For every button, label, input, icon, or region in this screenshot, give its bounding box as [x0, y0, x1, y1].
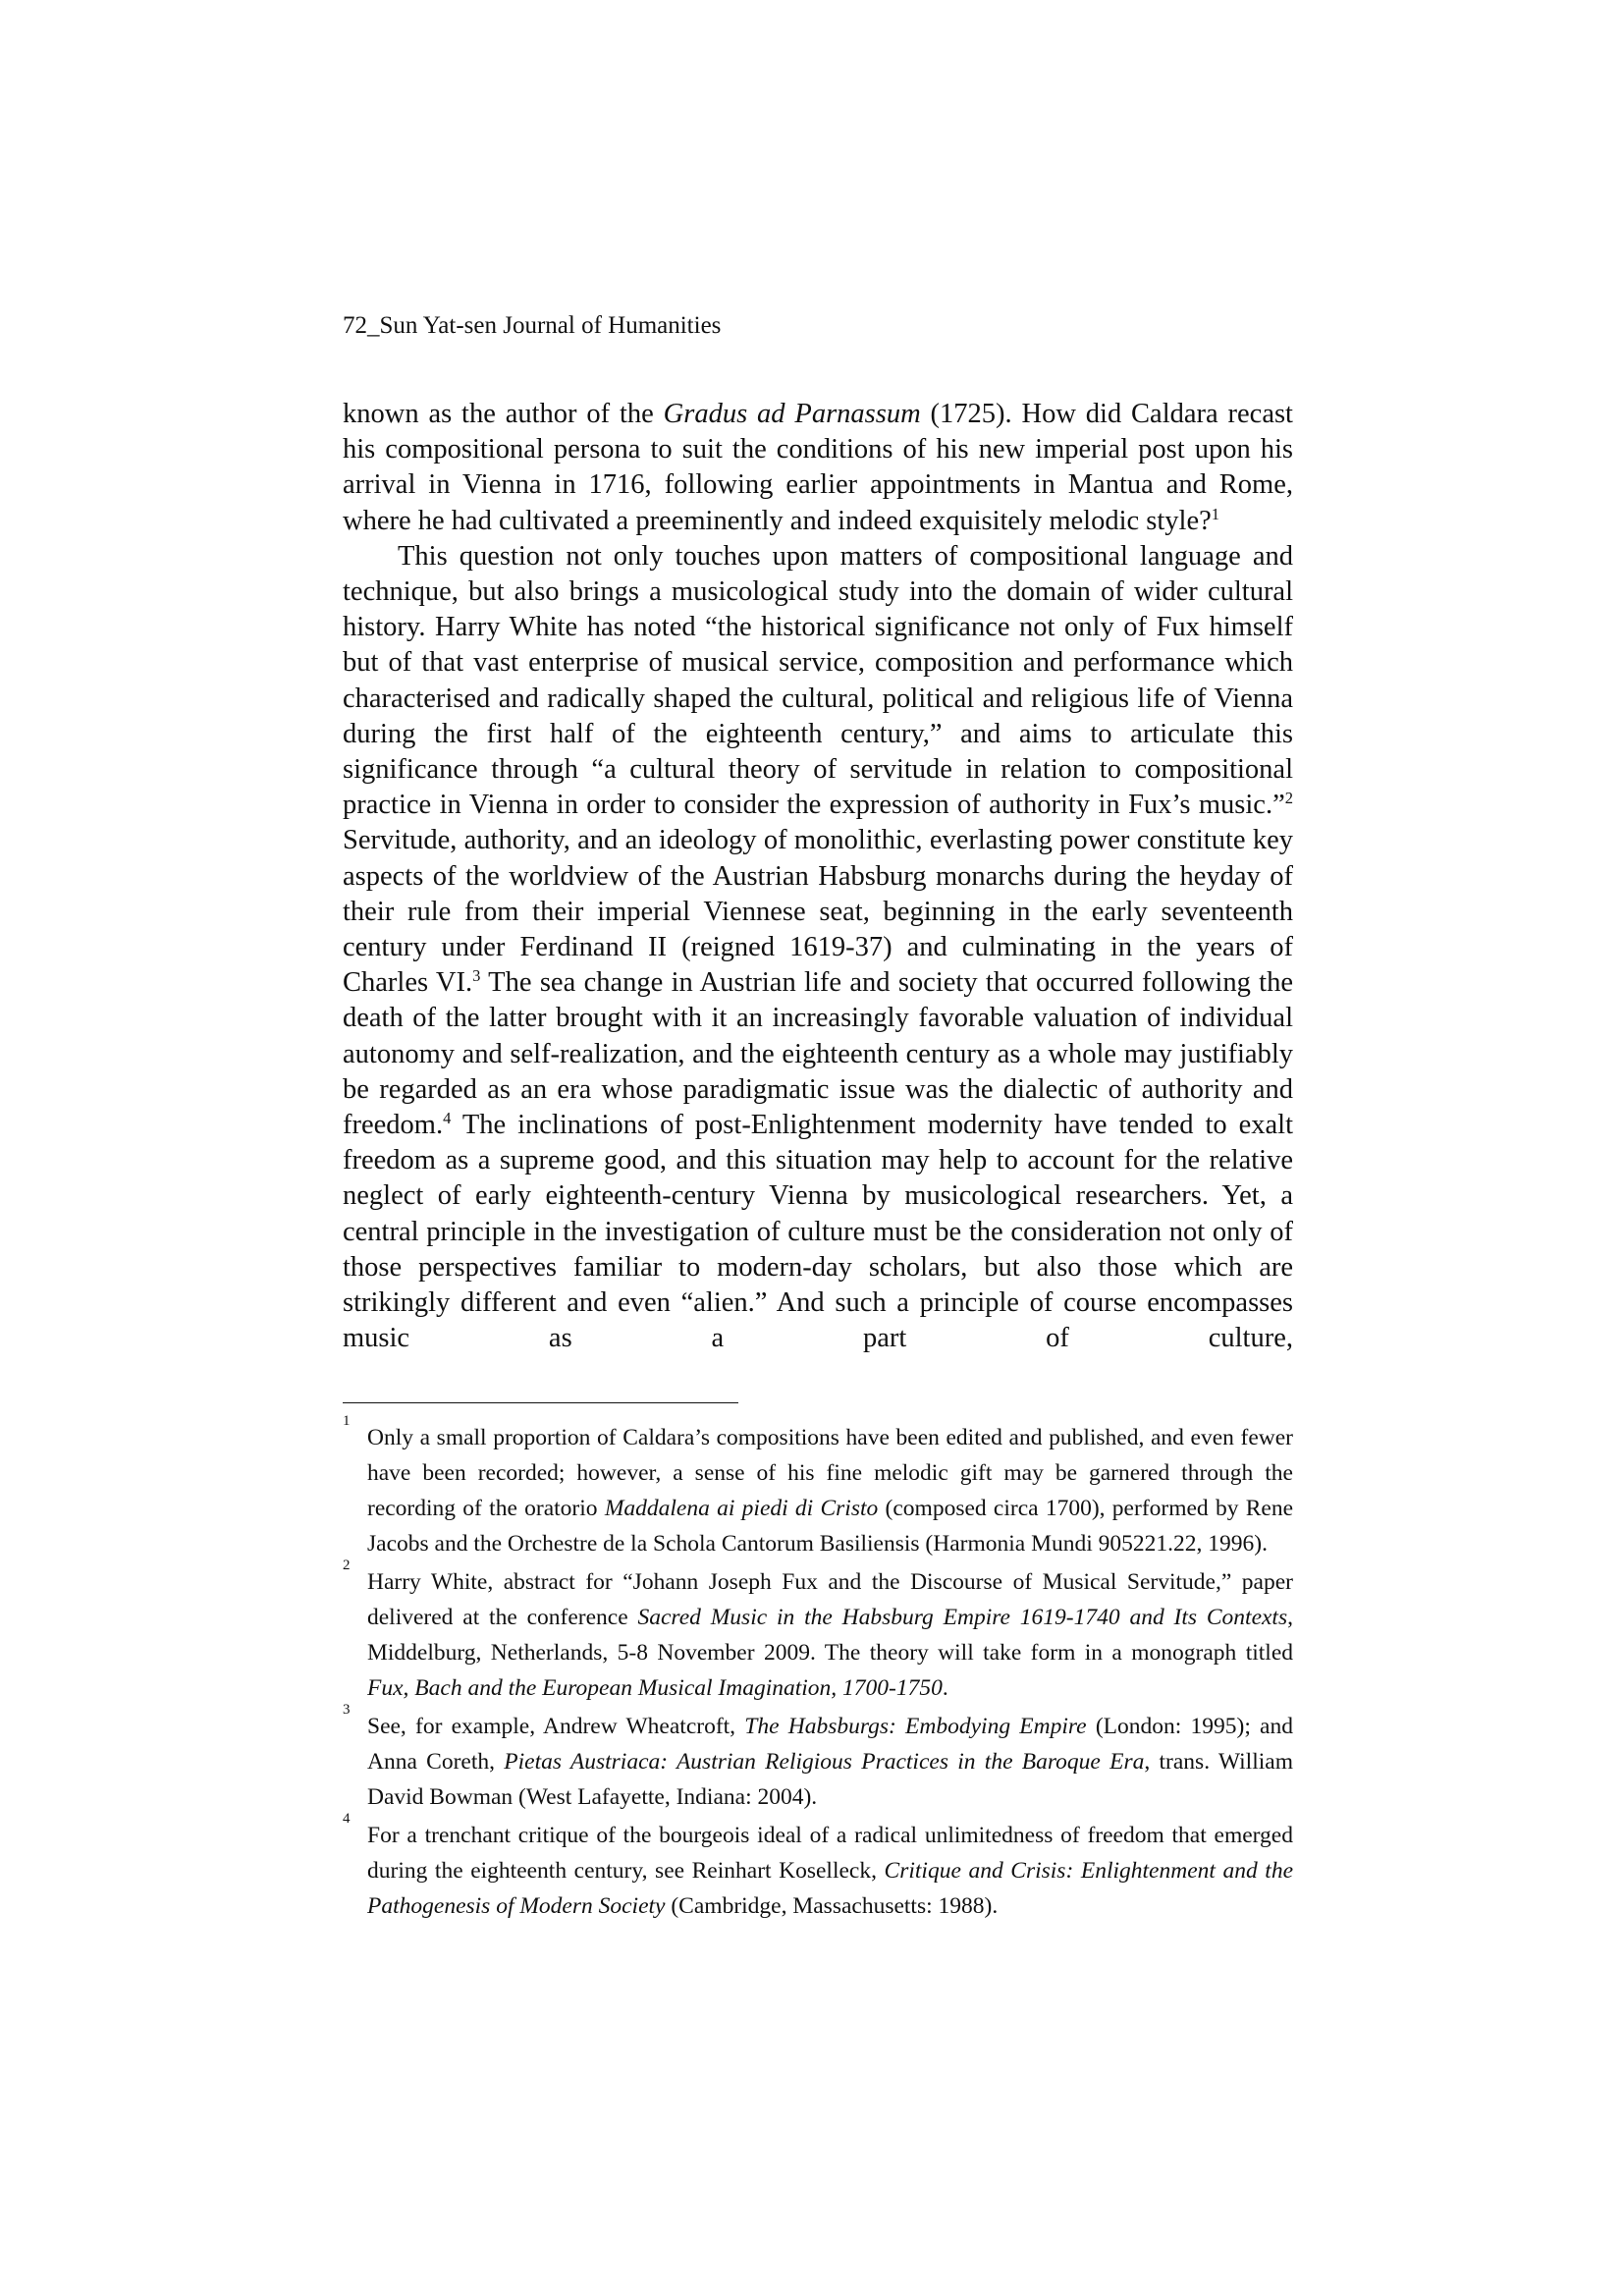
paragraph-2 — [343, 539, 1293, 1357]
footnote-ref-3[interactable]: 3 — [472, 966, 481, 986]
paragraph-2-text-a: This question not only touches upon matters of compositional language and technique, but also brings a musicological study into the domain of wider cultural history. Harry White has noted “the historical significance not only of Fux himself but of that vast enterprise of musical service, composition and performance which characterised and radically shaped the cultural, political and religious life of Vienna during the first half of the eighteenth century,” and aims to articulate this significance through “a cultural theory of servitude in relation to compositional practice in Vienna in order to consider the expression of authority in Fux’s music.” — [343, 540, 1293, 821]
paragraph-1-text: known as the author of the — [343, 399, 664, 429]
footnote-1 — [343, 1413, 1294, 1561]
footnote-text: See, for example, Andrew Wheatcroft, — [367, 1714, 745, 1739]
footnote-text: (composed circa 1700), performed by Rene Jacobs and the Orchestre de la Schola Cantorum Basiliensis (Harmonia Mundi 905221.22, 1996). — [367, 1496, 1294, 1557]
footnote-2 — [343, 1558, 1293, 1706]
footnote-text: For a trenchant critique of the bourgeois ideal of a radical unlimitedness of freedom that emerged during the eighteenth century, see Reinhart Koselleck, — [367, 1823, 1293, 1884]
footnote-italic-title: Sacred Music in the Habsburg Empire 1619-1740 and Its Contexts — [637, 1605, 1288, 1630]
footnote-separator — [343, 1402, 738, 1403]
paragraph-2-text-b: Servitude, authority, and an ideology of monolithic, everlasting power constitute key aspects of the worldview of the Austrian Habsburg monarchs during the heyday of their rule from their imperial Viennese seat, beginning in the early seventeenth century under Ferdinand II (reigned 1619-37) and culminating in the years of Charles VI. — [343, 825, 1293, 999]
footnote-number: 2 — [343, 1558, 351, 1573]
footnote-text: , Middelburg, Netherlands, 5-8 November 2009. The theory will take form in a monograph titled — [367, 1605, 1293, 1666]
footnote-italic-title: Fux, Bach and the European Musical Imagination, 1700-1750 — [367, 1675, 943, 1701]
footnote-ref-1[interactable]: 1 — [1211, 504, 1220, 523]
footnote-text: (Cambridge, Massachusetts: 1988). — [665, 1893, 999, 1919]
paragraph-1 — [343, 397, 1293, 539]
footnote-number: 4 — [343, 1811, 351, 1827]
footnote-3 — [343, 1702, 1293, 1815]
paragraph-2-text-c: The sea change in Austrian life and society that occurred following the death of the latter brought with it an increasingly favorable valuation of individual autonomy and self-realization, and the eighteenth century as a whole may justifiably be regarded as an era whose paradigmatic issue was the dialectic of authority and freedom. — [343, 967, 1293, 1141]
footnotes — [343, 1413, 1294, 1927]
footnote-italic-title: The Habsburgs: Embodying Empire — [744, 1714, 1087, 1739]
footnote-italic-title: Critique and Crisis: Enlightenment and the Pathogenesis of Modern Society — [367, 1858, 1294, 1919]
paragraph-2-text-d: The inclinations of post-Enlightenment modernity have tended to exalt freedom as a supreme good, and this situation may help to account for the relative neglect of early eighteenth-century Vienna by musicological researchers. Yet, a central principle in the investigation of culture must be the consideration not only of those perspectives familiar to modern-day scholars, but also those which are strikingly different and even “alien.” And such a principle of course encompasses music as a part of culture, — [343, 1110, 1293, 1354]
footnote-ref-2[interactable]: 2 — [1284, 789, 1293, 807]
footnote-4 — [343, 1811, 1294, 1924]
footnote-number: 3 — [343, 1702, 351, 1718]
paragraph-1-text-continued: (1725). How did Caldara recast his compositional persona to suit the conditions of his new imperial post upon his arrival in Vienna in 1716, following earlier appointments in Mantua and Rome, where he had cultivated a preeminently and indeed exquisitely melodic style? — [343, 399, 1293, 536]
running-head: 72_Sun Yat-sen Journal of Humanities — [343, 312, 722, 339]
footnote-italic-title: Pietas Austriaca: Austrian Religious Practices in the Baroque Era — [504, 1749, 1145, 1775]
footnote-text: Only a small proportion of Caldara’s compositions have been edited and published, and even fewer have been recorded; however, a sense of his fine melodic gift may be garnered through the recording of the oratorio — [367, 1425, 1293, 1521]
footnote-number: 1 — [343, 1413, 351, 1429]
main-text — [343, 397, 1293, 1356]
footnote-text: . — [942, 1675, 948, 1701]
footnote-ref-4[interactable]: 4 — [443, 1108, 452, 1127]
footnote-italic-title: Maddalena ai piedi di Cristo — [604, 1496, 879, 1521]
footnote-text: Harry White, abstract for “Johann Joseph Fux and the Discourse of Musical Servitude,” paper delivered at the conference — [367, 1569, 1293, 1630]
footnote-text: (London: 1995); and Anna Coreth, — [367, 1714, 1293, 1775]
footnote-text: , trans. William David Bowman (West Lafayette, Indiana: 2004). — [367, 1749, 1293, 1810]
book-title-gradus: Gradus ad Parnassum — [663, 399, 921, 429]
